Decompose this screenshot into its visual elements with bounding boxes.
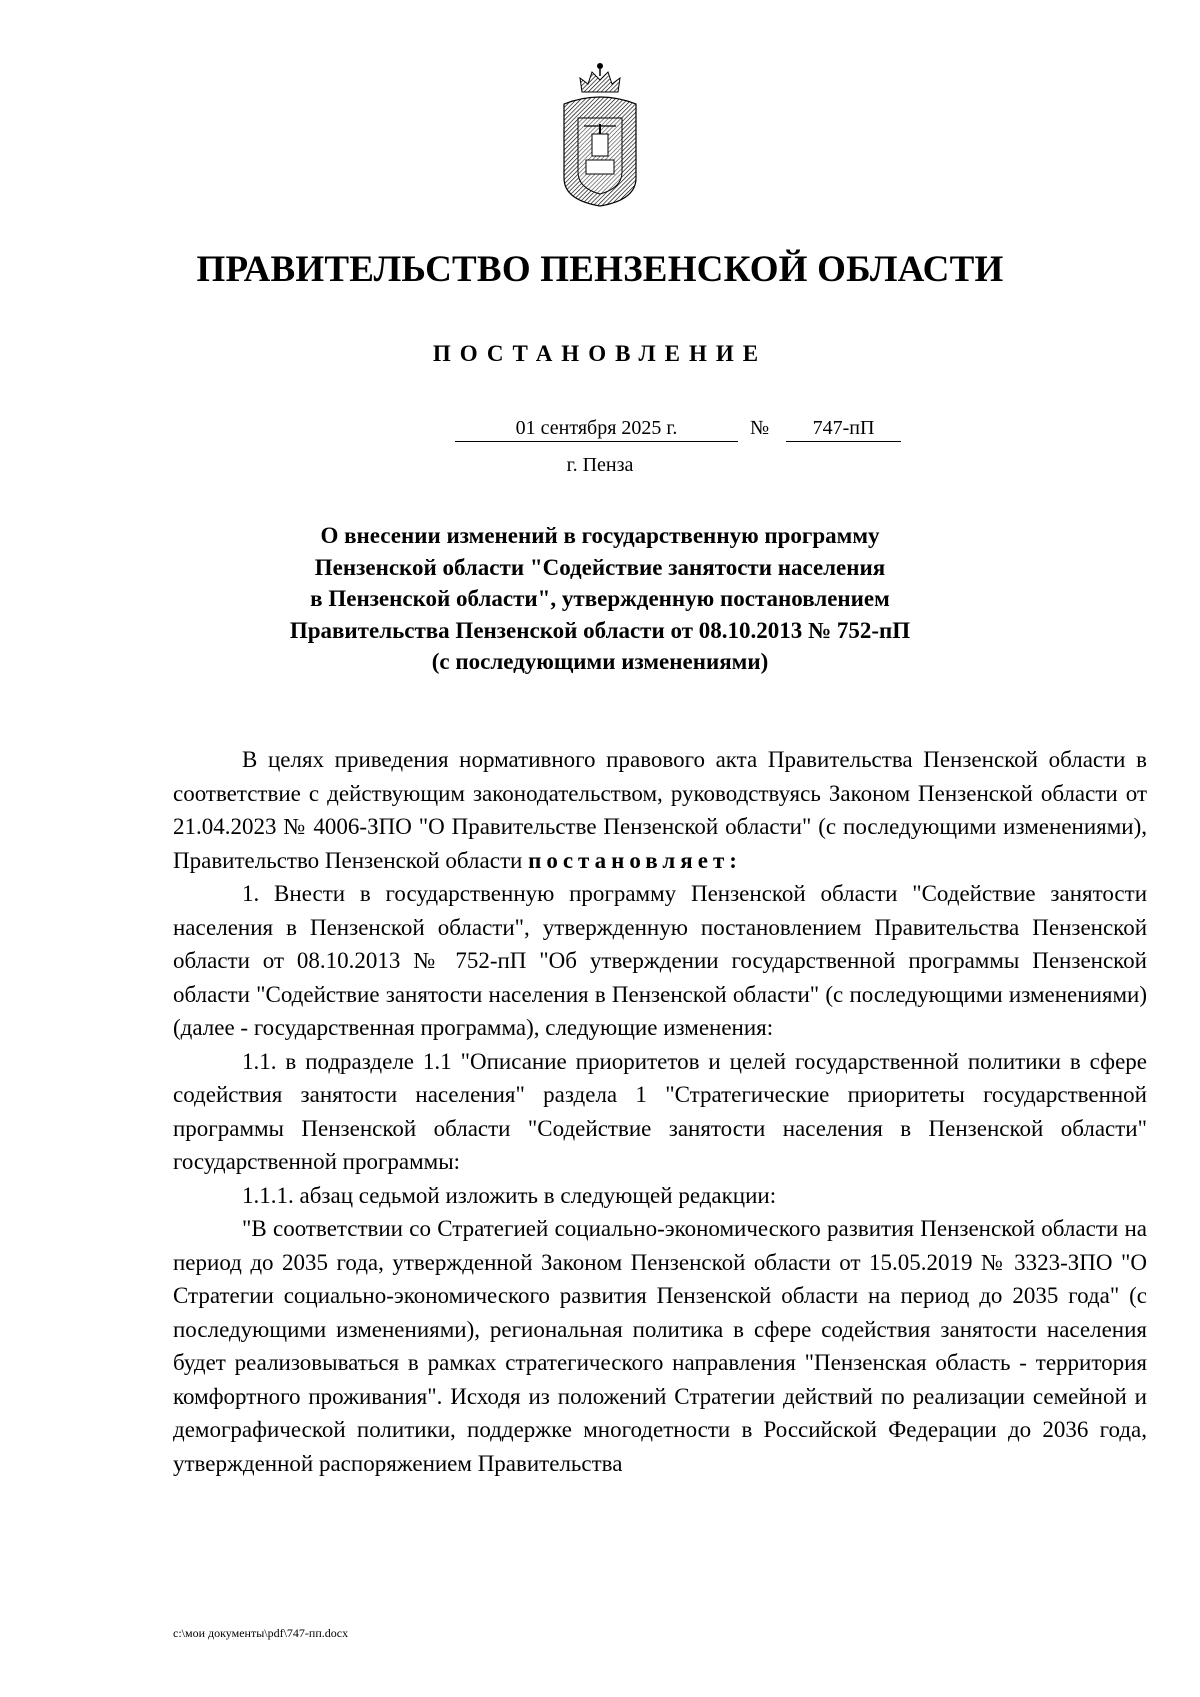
document-date: 01 сентября 2025 г. [455,415,738,442]
file-path-footer: c:\мои документы\pdf\747-пп.docx [173,1626,349,1640]
coat-of-arms-icon [556,60,644,210]
title-line: О внесении изменений в государственную программу [320,523,880,548]
document-number: 747-пП [786,415,901,442]
paragraph-item-1-1-1: 1.1.1. абзац седьмой изложить в следующей редакции: [242,1182,777,1208]
document-type: ПОСТАНОВЛЕНИЕ [432,341,768,366]
paragraph-item-1: 1. Внести в государственную программу Пензенской области "Содействие занятости населения в Пензенской области", утвержденную постановлением Правительства Пензенской области от 08.10.2013 № 752-пП "Об утверждении государственной программы Пензенской области "Содействие занятости населения в Пензенской области" (с последующими изменениями) (далее - государственная программа), следующие изменения: [173,881,1147,1040]
document-body [173,743,1147,1480]
title-line: в Пензенской области", утвержденную постановлением [310,586,890,611]
title-line: Пензенской области "Содействие занятости населения [314,554,886,580]
preamble-text: В целях приведения нормативного правового акта Правительства Пензенской области в соответствие с действующим законодательством, руководствуясь Законом Пензенской области от 21.04.2023 № 4006-ЗПО "О Правительстве Пензенской области" (с последующими изменениями), Правительство Пензенской области [173,747,1147,873]
decree-word: постановляет: [528,847,742,873]
title-line: Правительства Пензенской области от 08.10.2013 № 752-пП [289,617,911,643]
number-sign: № [750,417,770,439]
government-name: ПРАВИТЕЛЬСТВО ПЕНЗЕНСКОЙ ОБЛАСТИ [196,249,1004,290]
title-line: (с последующими изменениями) [431,649,769,674]
city: г. Пенза [566,454,634,476]
paragraph-item-1-1: 1.1. в подразделе 1.1 "Описание приоритетов и целей государственной политики в сфере содействия занятости населения" раздела 1 "Стратегические приоритеты государственной программы Пензенской области "Содействие занятости населения в Пензенской области" государственной программы: [173,1048,1147,1174]
paragraph-quote: "В соответствии со Стратегией социально-экономического развития Пензенской области на период до 2035 года, утвержденной Законом Пензенской области от 15.05.2019 № 3323-ЗПО "О Стратегии социально-экономического развития Пензенской области на период до 2035 года" (с последующими изменениями), региональная политика в сфере содействия занятости населения будет реализовываться в рамках стратегического направления "Пензенская область - территория комфортного проживания". Исходя из положений Стратегии действий по реализации семейной и демографической политики, поддержке многодетности в Российской Федерации до 2036 года, утвержденной распоряжением Правительства [173,1216,1147,1476]
paragraph-preamble [173,743,1147,877]
document-title [150,520,1050,678]
